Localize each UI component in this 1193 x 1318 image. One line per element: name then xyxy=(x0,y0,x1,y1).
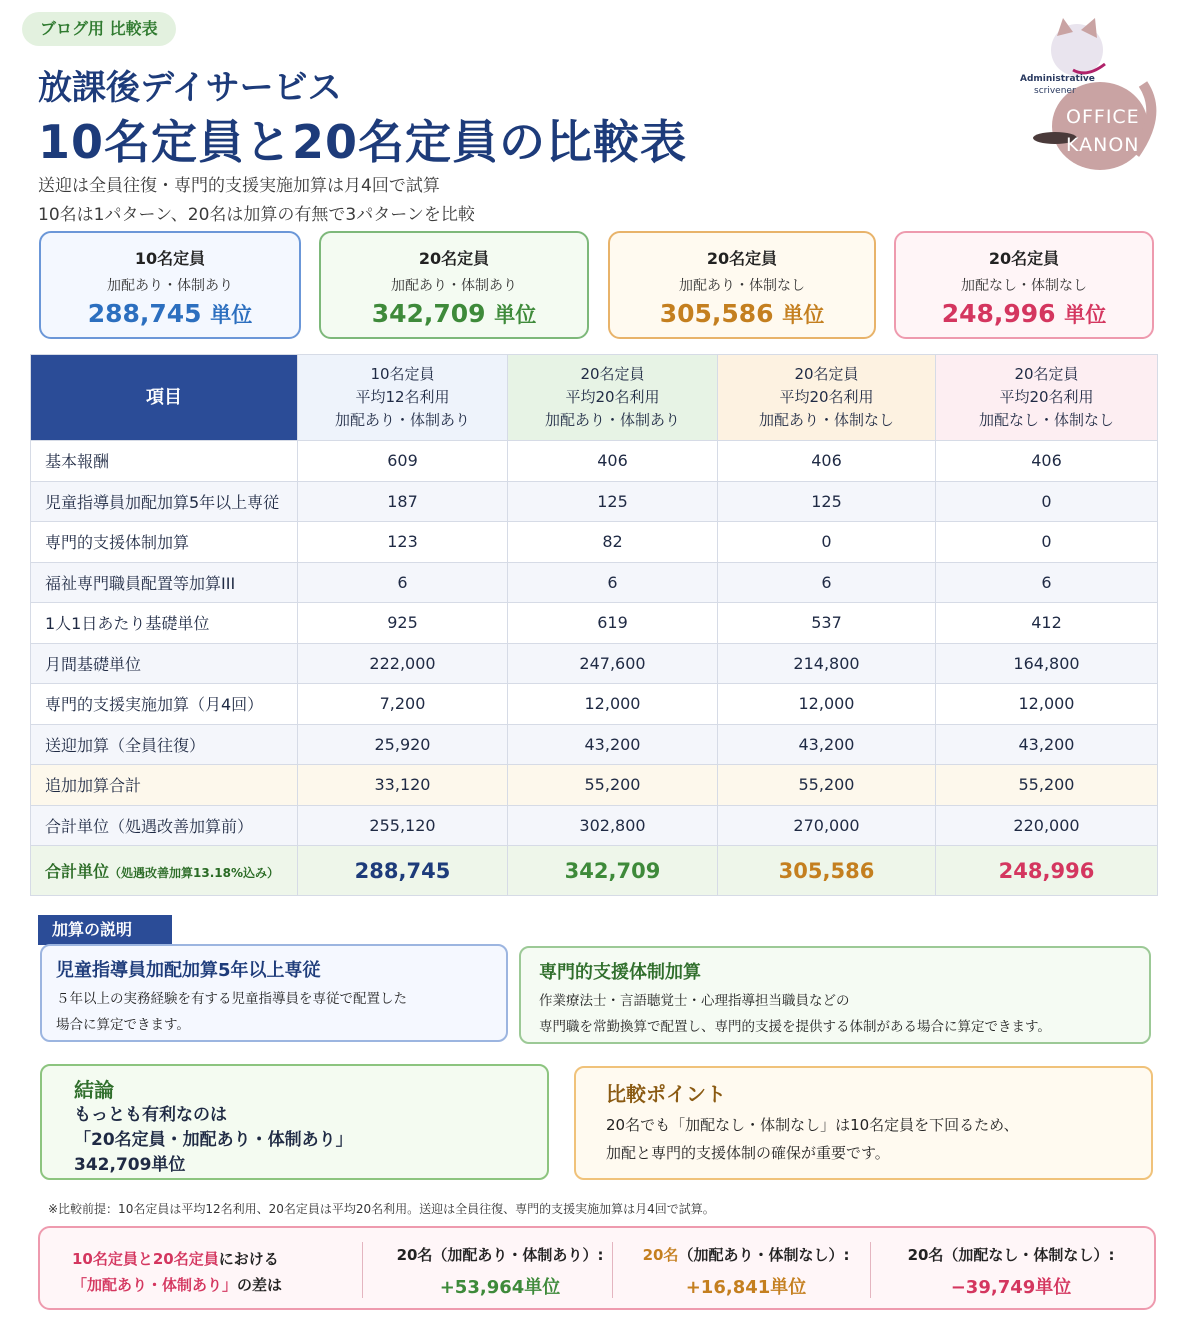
table-row xyxy=(31,522,1158,563)
card-sub: 加配あり・体制なし xyxy=(679,278,805,294)
divider xyxy=(870,1242,871,1298)
header-col-3: 20名定員 平均20名利用 加配あり・体制なし xyxy=(718,355,936,441)
row-label: 合計単位（処遇改善加算前） xyxy=(31,805,298,846)
row-label: 送迎加算（全員往復） xyxy=(31,724,298,765)
cell: 406 xyxy=(508,441,718,482)
cell: 0 xyxy=(718,522,936,563)
table-row xyxy=(31,643,1158,684)
logo-text-4: KANON xyxy=(1066,134,1140,156)
point-body: 20名でも「加配なし・体制なし」は10名定員を下回るため、 加配と専門的支援体制の確保が重要です。 xyxy=(606,1116,1019,1162)
cell: 164,800 xyxy=(936,643,1158,684)
total-cell: 305,586 xyxy=(718,846,936,896)
table-row xyxy=(31,805,1158,846)
difference-label: 20名（加配なし・体制なし）: xyxy=(907,1246,1115,1264)
cell: 6 xyxy=(508,562,718,603)
card-value: 305,586 単位 xyxy=(659,299,825,328)
conclusion-line3: 342,709単位 xyxy=(74,1155,186,1175)
card-value: 342,709 単位 xyxy=(371,299,537,328)
difference-label: 20名（加配あり・体制なし）: xyxy=(642,1246,850,1264)
cell: 6 xyxy=(718,562,936,603)
cell: 33,120 xyxy=(298,765,508,806)
divider xyxy=(362,1242,363,1298)
row-label: 1人1日あたり基礎単位 xyxy=(31,603,298,644)
card-title: 10名定員 xyxy=(134,249,206,268)
cell: 55,200 xyxy=(936,765,1158,806)
table-row xyxy=(31,765,1158,806)
conclusion-line2: 「20名定員・加配あり・体制あり」 xyxy=(74,1130,353,1150)
header-item: 項目 xyxy=(31,355,298,441)
cell: 43,200 xyxy=(508,724,718,765)
table-row xyxy=(31,684,1158,725)
difference-value: −39,749単位 xyxy=(950,1277,1072,1298)
cell: 406 xyxy=(718,441,936,482)
explain-section-title: 加算の説明 xyxy=(38,915,172,945)
comparison-table xyxy=(30,354,1158,896)
cell: 255,120 xyxy=(298,805,508,846)
logo-text-1: Administrative xyxy=(1020,74,1095,84)
row-label: 専門的支援実施加算（月4回） xyxy=(31,684,298,725)
total-cell: 248,996 xyxy=(936,846,1158,896)
cell: 6 xyxy=(298,562,508,603)
conclusion-box xyxy=(40,1064,549,1180)
card-sub: 加配あり・体制あり xyxy=(107,278,233,294)
cell: 43,200 xyxy=(718,724,936,765)
cell: 220,000 xyxy=(936,805,1158,846)
cell: 7,200 xyxy=(298,684,508,725)
point-title: 比較ポイント xyxy=(606,1082,726,1106)
card-value: 248,996 単位 xyxy=(941,299,1107,328)
row-label: 追加加算合計 xyxy=(31,765,298,806)
explain-box-support-system xyxy=(519,946,1151,1044)
header-col-4: 20名定員 平均20名利用 加配なし・体制なし xyxy=(936,355,1158,441)
cell: 412 xyxy=(936,603,1158,644)
cell: 55,200 xyxy=(718,765,936,806)
logo-text-3: OFFICE xyxy=(1066,106,1140,128)
cell: 537 xyxy=(718,603,936,644)
difference-intro: 10名定員と20名定員における 「加配あり・体制あり」の差は xyxy=(72,1250,283,1294)
cell: 925 xyxy=(298,603,508,644)
header-col-1: 10名定員 平均12名利用 加配あり・体制あり xyxy=(298,355,508,441)
subtitle-line2: 10名は1パターン、20名は加算の有無で3パターンを比較 xyxy=(38,205,475,225)
table-row xyxy=(31,441,1158,482)
cell: 25,920 xyxy=(298,724,508,765)
total-cell: 288,745 xyxy=(298,846,508,896)
conclusion-title: 結論 xyxy=(74,1078,114,1102)
table-row xyxy=(31,562,1158,603)
cell: 609 xyxy=(298,441,508,482)
page-title-line1: 放課後デイサービス xyxy=(38,68,342,108)
card-sub: 加配なし・体制なし xyxy=(961,278,1087,294)
header-col-2: 20名定員 平均20名利用 加配あり・体制あり xyxy=(508,355,718,441)
cell: 12,000 xyxy=(718,684,936,725)
row-label: 月間基礎単位 xyxy=(31,643,298,684)
cell: 214,800 xyxy=(718,643,936,684)
explain-title: 専門的支援体制加算 xyxy=(539,962,701,983)
cell: 6 xyxy=(936,562,1158,603)
difference-item-3 xyxy=(886,1244,1136,1299)
cell: 247,600 xyxy=(508,643,718,684)
cell: 55,200 xyxy=(508,765,718,806)
cell: 406 xyxy=(936,441,1158,482)
difference-value: +16,841単位 xyxy=(685,1277,807,1298)
card-title: 20名定員 xyxy=(418,249,490,268)
logo-text-2: scrivener xyxy=(1034,86,1076,96)
row-label: 福祉専門職員配置等加算III xyxy=(31,562,298,603)
cell: 270,000 xyxy=(718,805,936,846)
card-value: 288,745 単位 xyxy=(87,299,253,328)
conclusion-line1: もっとも有利なのは xyxy=(74,1105,227,1125)
row-label: 専門的支援体制加算 xyxy=(31,522,298,563)
cell: 125 xyxy=(718,481,936,522)
summary-card-20-none xyxy=(894,231,1154,339)
divider xyxy=(612,1242,613,1298)
cell: 125 xyxy=(508,481,718,522)
card-title: 20名定員 xyxy=(988,249,1060,268)
blog-tag: ブログ用 比較表 xyxy=(22,12,176,46)
explain-box-staff-addition xyxy=(40,944,508,1042)
explain-body: ５年以上の実務経験を有する児童指導員を専従で配置した 場合に算定できます。 xyxy=(56,991,407,1033)
cell: 187 xyxy=(298,481,508,522)
row-label: 基本報酬 xyxy=(31,441,298,482)
comparison-point-box xyxy=(574,1066,1153,1180)
summary-card-20-no-system xyxy=(608,231,876,339)
card-title: 20名定員 xyxy=(706,249,778,268)
footnote: ※比較前提：10名定員は平均12名利用、20名定員は平均20名利用。送迎は全員往復、専門的支援実施加算は月4回で試算。 xyxy=(48,1202,715,1216)
table-row xyxy=(31,603,1158,644)
cell: 302,800 xyxy=(508,805,718,846)
summary-card-20-full xyxy=(319,231,589,339)
cell: 12,000 xyxy=(936,684,1158,725)
row-label: 児童指導員加配加算5年以上専従 xyxy=(31,481,298,522)
cell: 0 xyxy=(936,522,1158,563)
cell: 43,200 xyxy=(936,724,1158,765)
explain-body: 作業療法士・言語聴覚士・心理指導担当職員などの 専門職を常勤換算で配置し、専門的支援を提供する体制がある場合に算定できます。 xyxy=(539,993,1051,1035)
difference-summary xyxy=(38,1226,1156,1310)
total-label: 合計単位（処遇改善加算13.18%込み） xyxy=(31,846,298,896)
cell: 12,000 xyxy=(508,684,718,725)
difference-label: 20名（加配あり・体制あり）: xyxy=(396,1246,604,1264)
summary-card-10-staff xyxy=(39,231,301,339)
table-row xyxy=(31,724,1158,765)
difference-value: +53,964単位 xyxy=(439,1277,561,1298)
explain-title: 児童指導員加配加算5年以上専従 xyxy=(56,960,321,981)
subtitle-line1: 送迎は全員往復・専門的支援実施加算は月4回で試算 xyxy=(38,176,440,196)
total-row xyxy=(31,846,1158,896)
cell: 123 xyxy=(298,522,508,563)
card-sub: 加配あり・体制あり xyxy=(391,278,517,294)
table-header-row xyxy=(31,355,1158,441)
cell: 619 xyxy=(508,603,718,644)
difference-item-2 xyxy=(626,1244,866,1299)
page-title-line2: 10名定員と20名定員の比較表 xyxy=(38,115,688,169)
cell: 82 xyxy=(508,522,718,563)
cell: 222,000 xyxy=(298,643,508,684)
difference-item-1 xyxy=(380,1244,620,1299)
table-row xyxy=(31,481,1158,522)
cell: 0 xyxy=(936,481,1158,522)
total-cell: 342,709 xyxy=(508,846,718,896)
